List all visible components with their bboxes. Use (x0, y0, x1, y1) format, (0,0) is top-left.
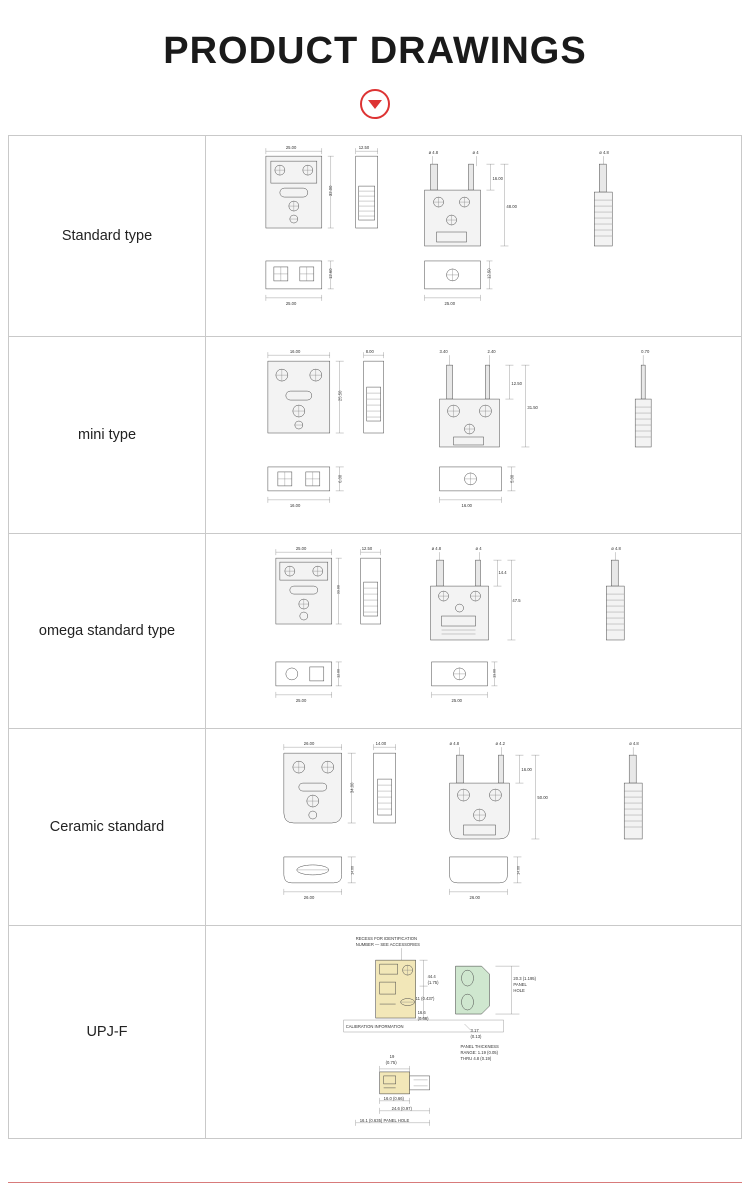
svg-text:12.50: 12.50 (361, 546, 373, 552)
svg-text:13.00: 13.00 (492, 668, 497, 678)
svg-text:PANEL: PANEL (513, 982, 527, 988)
row-label-omega-standard-type: omega standard type (9, 534, 206, 729)
svg-text:16.00: 16.00 (461, 502, 473, 508)
svg-text:26.00: 26.00 (469, 894, 480, 900)
svg-text:25.50: 25.50 (337, 390, 343, 402)
svg-text:ø 4.8: ø 4.8 (428, 150, 439, 156)
svg-text:12.50: 12.50 (486, 268, 492, 279)
svg-text:44.4: 44.4 (427, 974, 436, 980)
footer-divider (8, 1182, 742, 1189)
svg-text:12.60: 12.60 (327, 268, 333, 279)
svg-text:14.4: 14.4 (498, 570, 507, 576)
svg-text:20.3 (1.195): 20.3 (1.195) (513, 976, 537, 982)
svg-text:3.40: 3.40 (439, 349, 448, 355)
svg-text:5.00: 5.00 (509, 474, 515, 483)
svg-text:16.0 (0.66): 16.0 (0.66) (383, 1095, 404, 1101)
svg-text:PANEL THICKNESS: PANEL THICKNESS (460, 1043, 499, 1049)
row-label-standard-type: Standard type (9, 136, 206, 337)
svg-text:16.00: 16.00 (289, 349, 301, 355)
svg-text:CALIBRATION INFORMATION: CALIBRATION INFORMATION (345, 1024, 404, 1030)
svg-text:0.70: 0.70 (641, 349, 650, 355)
svg-text:48.00: 48.00 (506, 204, 517, 210)
svg-text:25.00: 25.00 (444, 300, 456, 306)
chevron-down-glyph (368, 100, 382, 109)
svg-text:26.00: 26.00 (303, 894, 315, 900)
svg-text:31.50: 31.50 (527, 405, 538, 411)
row-label-ceramic-standard: Ceramic standard (9, 729, 206, 926)
svg-text:3.17: 3.17 (470, 1028, 479, 1033)
row-figure-standard-type (206, 136, 742, 337)
chevron-down-circle-icon (360, 89, 390, 119)
svg-text:25.00: 25.00 (285, 145, 297, 151)
row-figure-omega-standard-type (206, 534, 742, 729)
row-figure-ceramic-standard (206, 729, 742, 926)
svg-text:14.00: 14.00 (375, 741, 387, 747)
svg-text:12.00: 12.00 (336, 668, 341, 678)
svg-text:HOLE: HOLE (513, 988, 525, 994)
svg-text:THRU 4.8 (0.19): THRU 4.8 (0.19) (460, 1055, 492, 1061)
svg-text:ø 4: ø 4 (472, 150, 479, 156)
svg-text:16.00: 16.00 (492, 176, 503, 182)
svg-text:ø 4: ø 4 (475, 546, 482, 552)
table-row (9, 534, 742, 729)
svg-text:RANGE: 1.19 (0.05): RANGE: 1.19 (0.05) (460, 1049, 499, 1055)
row-figure-mini-type (206, 337, 742, 534)
svg-text:16.6: 16.6 (417, 1010, 426, 1016)
svg-text:14.00: 14.00 (516, 865, 521, 875)
svg-text:34.00: 34.00 (349, 782, 355, 794)
row-label-upj-f: UPJ-F (9, 926, 206, 1139)
page-title: PRODUCT DRAWINGS (163, 30, 587, 72)
table-row (9, 337, 742, 534)
svg-text:26.00: 26.00 (303, 741, 315, 747)
row-label-mini-type: mini type (9, 337, 206, 534)
svg-text:11 (0.437): 11 (0.437) (415, 996, 435, 1002)
upj-f-drawing (206, 926, 741, 1138)
svg-text:16.1 (0.635) PANEL HOLE: 16.1 (0.635) PANEL HOLE (359, 1117, 410, 1123)
svg-text:12.50: 12.50 (511, 381, 522, 387)
svg-text:25.00: 25.00 (451, 697, 463, 703)
svg-text:ø 4.8: ø 4.8 (431, 546, 442, 552)
svg-text:ø 4.2: ø 4.2 (495, 741, 506, 747)
table-row (9, 136, 742, 337)
drawings-table (8, 135, 742, 1139)
table-row (9, 926, 742, 1139)
svg-text:ø 4.8: ø 4.8 (599, 150, 609, 156)
row-figure-upj-f (206, 926, 742, 1139)
svg-text:ø 4.8: ø 4.8 (629, 741, 639, 747)
svg-text:(0.13): (0.13) (470, 1033, 482, 1039)
omega-standard-type-drawing (206, 534, 741, 728)
svg-text:16.00: 16.00 (289, 502, 301, 508)
svg-text:25.00: 25.00 (295, 546, 307, 552)
svg-text:6.00: 6.00 (337, 474, 343, 483)
svg-text:32.00: 32.00 (327, 185, 333, 197)
svg-text:16.00: 16.00 (521, 767, 532, 773)
svg-text:12.50: 12.50 (358, 145, 370, 151)
svg-text:25.00: 25.00 (295, 697, 307, 703)
svg-text:33.00: 33.00 (336, 585, 341, 595)
annotation-recess-line1: RECESS FOR IDENTIFICATION (355, 936, 418, 942)
table-row (9, 729, 742, 926)
ceramic-standard-drawing (206, 729, 741, 925)
svg-text:24.6 (0.97): 24.6 (0.97) (391, 1105, 412, 1111)
svg-text:19: 19 (389, 1053, 395, 1059)
svg-text:2.40: 2.40 (487, 349, 496, 355)
svg-text:8.00: 8.00 (365, 349, 374, 355)
svg-text:14.00: 14.00 (350, 865, 355, 875)
mini-type-drawing (206, 337, 741, 533)
svg-text:(1.75): (1.75) (427, 980, 439, 986)
svg-text:47.5: 47.5 (512, 598, 521, 604)
divider-icon-wrap (0, 89, 750, 119)
annotation-recess-line2: NUMBER — SEE ACCESSORIES (355, 942, 420, 948)
svg-text:25.00: 25.00 (285, 300, 297, 306)
standard-type-drawing (206, 136, 741, 336)
svg-text:ø 4.8: ø 4.8 (611, 546, 621, 552)
svg-text:(0.75): (0.75) (385, 1059, 397, 1065)
svg-text:ø 4.8: ø 4.8 (449, 741, 460, 747)
svg-text:(0.66): (0.66) (417, 1016, 429, 1022)
svg-text:50.00: 50.00 (537, 795, 548, 801)
